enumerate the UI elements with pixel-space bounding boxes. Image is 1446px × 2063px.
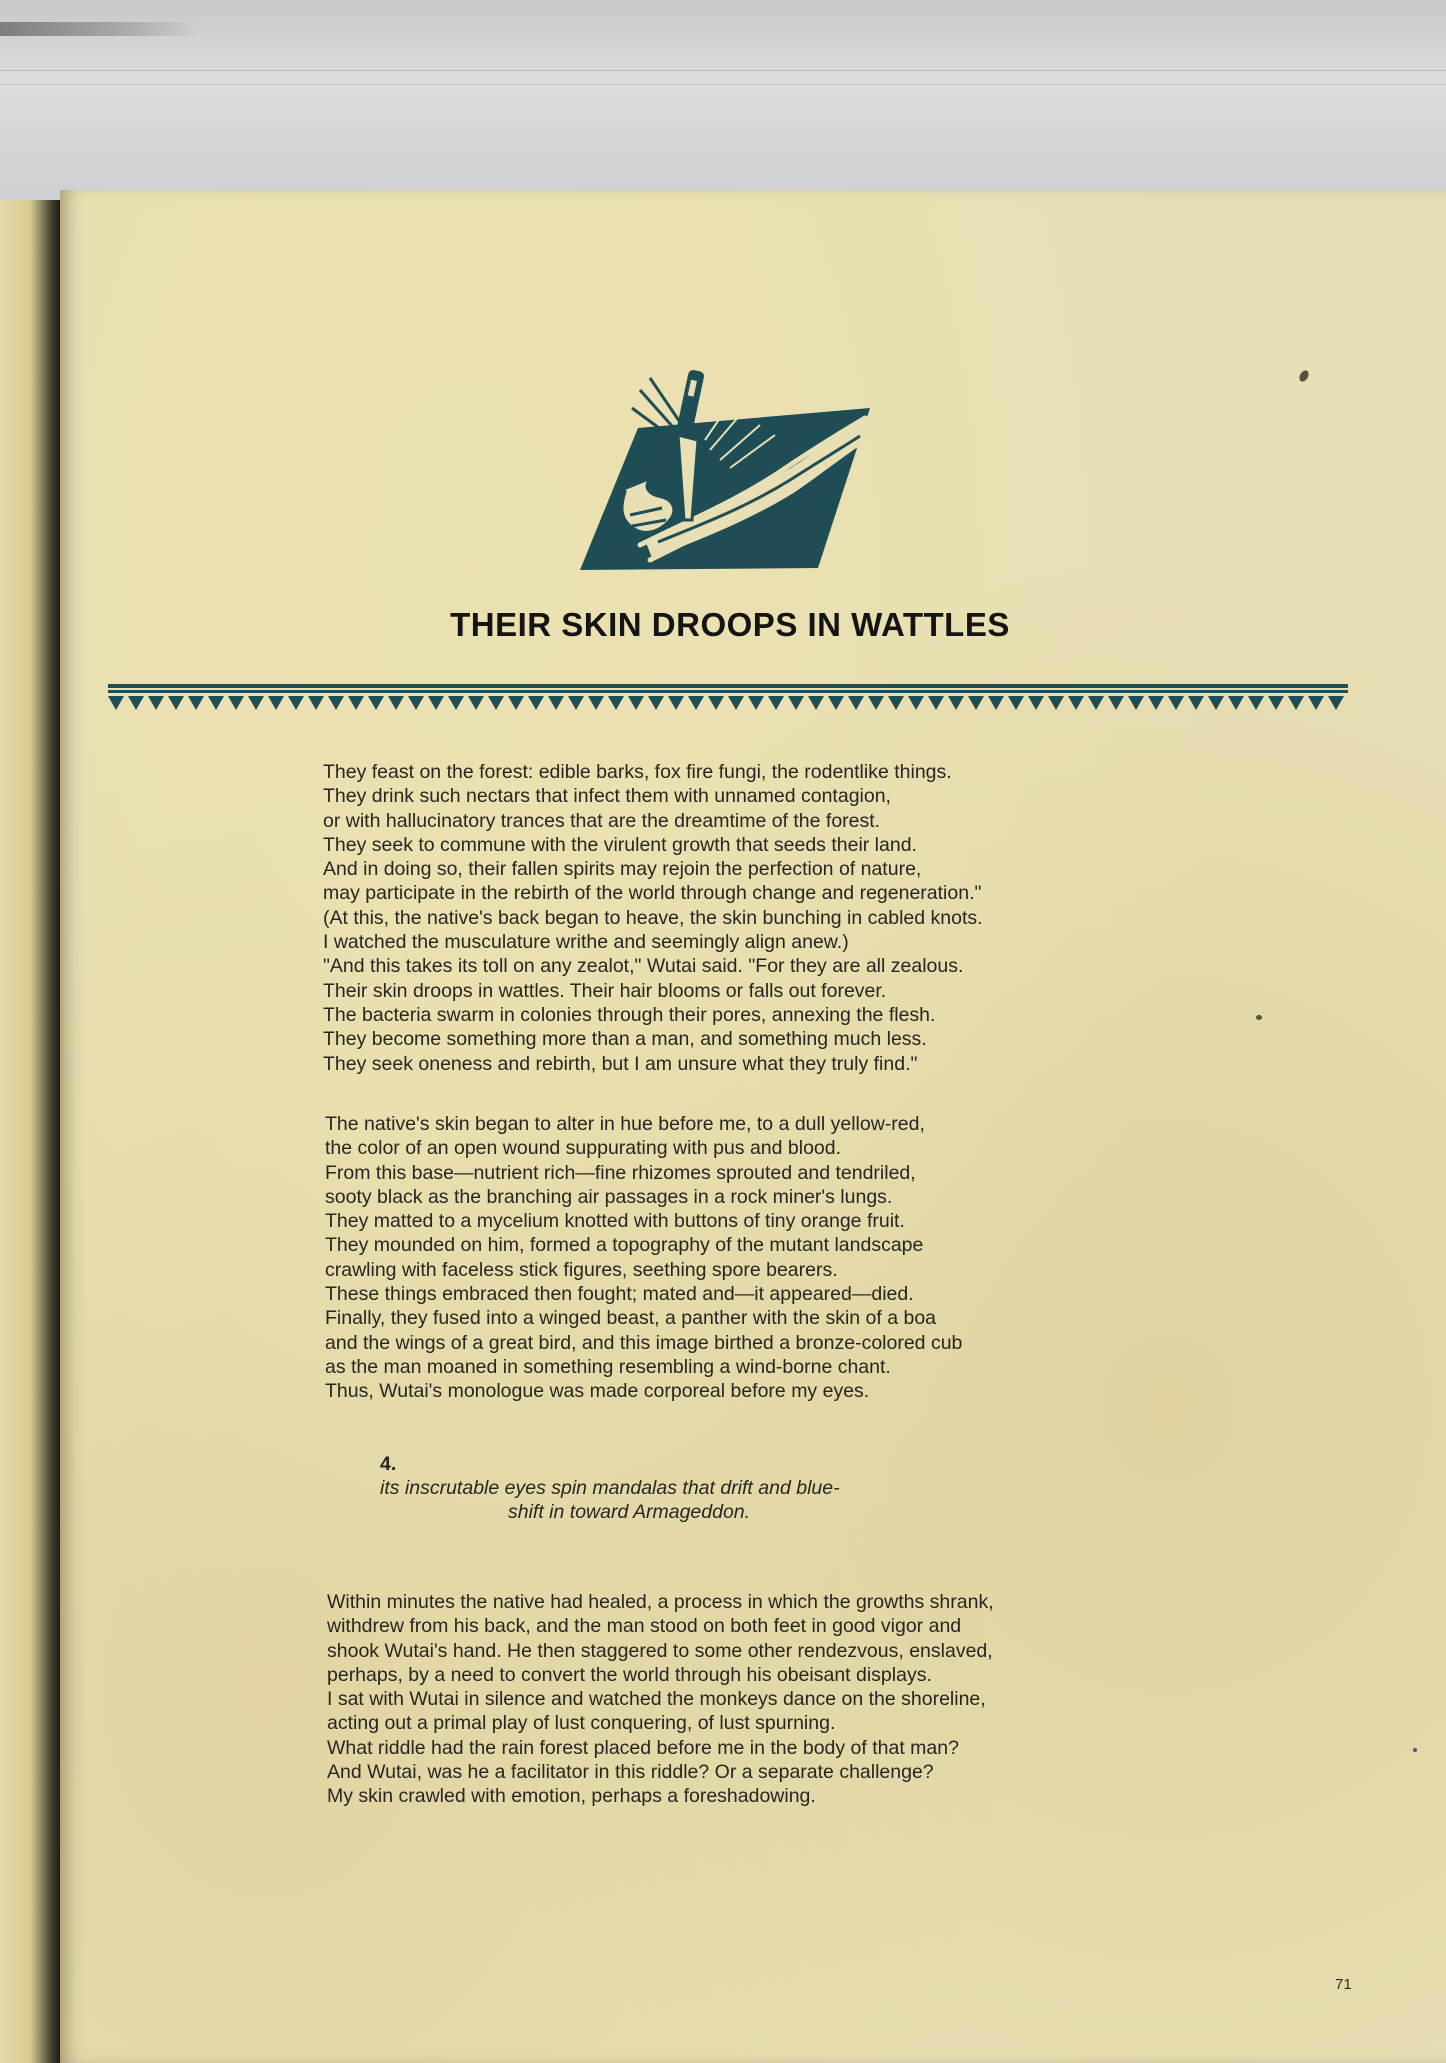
body-paragraph-3 [327, 1590, 994, 1809]
border-triangle [1088, 696, 1104, 710]
text-line: I sat with Wutai in silence and watched the monkeys dance on the shoreline, [327, 1688, 986, 1711]
border-triangle [1128, 696, 1144, 710]
border-triangle [1068, 696, 1084, 710]
border-triangle [368, 696, 384, 710]
poem-line: its inscrutable eyes spin mandalas that drift and blue- [380, 1477, 840, 1499]
text-line: From this base—nutrient rich—fine rhizomes sprouted and tendriled, [325, 1161, 916, 1184]
scanner-background [0, 0, 1446, 200]
border-triangle [348, 696, 364, 710]
text-line: Finally, they fused into a winged beast, a panther with the skin of a boa [325, 1307, 937, 1330]
text-line: "And this takes its toll on any zealot," Wutai said. "For they are all zealous. [323, 955, 964, 978]
text-line: Their skin droops in wattles. Their hair blooms or falls out forever. [323, 979, 887, 1002]
border-triangle [408, 696, 424, 710]
border-triangle [508, 696, 524, 710]
text-line: The native's skin began to alter in hue before me, to a dull yellow-red, [325, 1113, 925, 1135]
border-triangle [208, 696, 224, 710]
scanner-streak [0, 22, 200, 36]
border-triangle [1288, 696, 1304, 710]
border-triangle [728, 696, 744, 710]
border-triangle [768, 696, 784, 710]
text-line: The bacteria swarm in colonies through their pores, annexing the flesh. [323, 1003, 936, 1026]
text-line: (At this, the native's back began to heave, the skin bunching in cabled knots. [323, 906, 983, 929]
border-triangle [1248, 696, 1264, 710]
text-line: shook Wutai's hand. He then staggered to some other rendezvous, enslaved, [327, 1639, 993, 1662]
paper-speck [1298, 369, 1311, 383]
border-triangle [1208, 696, 1224, 710]
border-triangle [1028, 696, 1044, 710]
text-line: They seek to commune with the virulent growth that seeds their land. [323, 833, 917, 856]
border-triangle [188, 696, 204, 710]
border-triangle [1108, 696, 1124, 710]
triangle-border-ornament-icon [108, 680, 1348, 722]
border-triangle [328, 696, 344, 710]
border-triangle [748, 696, 764, 710]
border-triangle [688, 696, 704, 710]
poem-stanza [380, 1452, 840, 1524]
text-line: the color of an open wound suppurating with pus and blood. [325, 1137, 842, 1160]
border-triangle [868, 696, 884, 710]
border-triangle [888, 696, 904, 710]
border-triangle [168, 696, 184, 710]
border-triangle [948, 696, 964, 710]
border-triangle [148, 696, 164, 710]
text-line: What riddle had the rain forest placed before me in the body of that man? [327, 1736, 959, 1759]
text-line: Thus, Wutai's monologue was made corporeal before my eyes. [325, 1380, 870, 1403]
border-triangle [1268, 696, 1284, 710]
body-paragraph-1 [323, 760, 983, 1076]
border-triangle [608, 696, 624, 710]
text-line: may participate in the rebirth of the world through change and regeneration." [323, 882, 982, 905]
border-triangle [268, 696, 284, 710]
border-triangle [1008, 696, 1024, 710]
border-triangle [808, 696, 824, 710]
border-triangle [1228, 696, 1244, 710]
border-triangle [228, 696, 244, 710]
border-triangle [588, 696, 604, 710]
border-triangle [708, 696, 724, 710]
woodcut-knife-arm-illustration-icon [580, 370, 870, 570]
border-triangle [288, 696, 304, 710]
border-triangle [1148, 696, 1164, 710]
text-line: I watched the musculature writhe and seemingly align anew.) [323, 931, 849, 954]
text-line: These things embraced then fought; mated and—it appeared—died. [325, 1283, 914, 1306]
border-triangle [428, 696, 444, 710]
border-triangle [128, 696, 144, 710]
border-triangle [828, 696, 844, 710]
paper-speck [1413, 1748, 1417, 1752]
text-line: acting out a primal play of lust conquering, of lust spurning. [327, 1712, 836, 1735]
text-line: withdrew from his back, and the man stood on both feet in good vigor and [327, 1615, 962, 1638]
text-line: They become something more than a man, and something much less. [323, 1028, 927, 1051]
text-line: Within minutes the native had healed, a process in which the growths shrank, [327, 1591, 994, 1613]
text-line: as the man moaned in something resembling a wind-borne chant. [325, 1355, 891, 1378]
border-triangle [1168, 696, 1184, 710]
border-triangle [908, 696, 924, 710]
page-title: THEIR SKIN DROOPS IN WATTLES [450, 606, 1010, 643]
text-line: crawling with faceless stick figures, seething spore bearers. [325, 1258, 838, 1281]
border-triangle [628, 696, 644, 710]
text-line: sooty black as the branching air passages in a rock miner's lungs. [325, 1185, 893, 1208]
text-line: They feast on the forest: edible barks, fox fire fungi, the rodentlike things. [323, 761, 952, 783]
text-line: And Wutai, was he a facilitator in this riddle? Or a separate challenge? [327, 1761, 934, 1784]
text-line: and the wings of a great bird, and this image birthed a bronze-colored cub [325, 1331, 963, 1354]
border-triangle [848, 696, 864, 710]
border-triangle [488, 696, 504, 710]
body-paragraph-2 [325, 1112, 962, 1404]
border-triangle [788, 696, 804, 710]
text-line: And in doing so, their fallen spirits may rejoin the perfection of nature, [323, 858, 922, 881]
page-number: 71 [1335, 1976, 1352, 1993]
text-line: perhaps, by a need to convert the world through his obeisant displays. [327, 1663, 932, 1686]
text-line: They seek oneness and rebirth, but I am unsure what they truly find." [323, 1052, 918, 1075]
border-triangle [468, 696, 484, 710]
border-triangle [388, 696, 404, 710]
border-triangle [108, 696, 124, 710]
border-triangle [1308, 696, 1324, 710]
border-triangle [1048, 696, 1064, 710]
border-triangle [568, 696, 584, 710]
border-triangle [1328, 696, 1344, 710]
border-triangle [988, 696, 1004, 710]
border-triangle [448, 696, 464, 710]
paper-speck [1256, 1015, 1262, 1020]
poem-line: shift in toward Armageddon. [508, 1501, 751, 1523]
border-triangle [308, 696, 324, 710]
text-line: My skin crawled with emotion, perhaps a foreshadowing. [327, 1785, 816, 1808]
text-line: They drink such nectars that infect them with unnamed contagion, [323, 785, 891, 808]
border-triangle [928, 696, 944, 710]
text-line: They matted to a mycelium knotted with buttons of tiny orange fruit. [325, 1210, 905, 1233]
border-triangle [968, 696, 984, 710]
border-triangle [1188, 696, 1204, 710]
scanner-line [0, 84, 1446, 85]
book-spine-gutter [0, 200, 60, 2063]
border-triangle [248, 696, 264, 710]
scanner-line [0, 70, 1446, 71]
text-line: They mounded on him, formed a topography of the mutant landscape [325, 1234, 924, 1257]
border-triangle [548, 696, 564, 710]
border-triangle [648, 696, 664, 710]
text-line: or with hallucinatory trances that are the dreamtime of the forest. [323, 809, 881, 832]
border-triangle [528, 696, 544, 710]
border-triangle [668, 696, 684, 710]
stanza-number: 4. [380, 1453, 397, 1475]
